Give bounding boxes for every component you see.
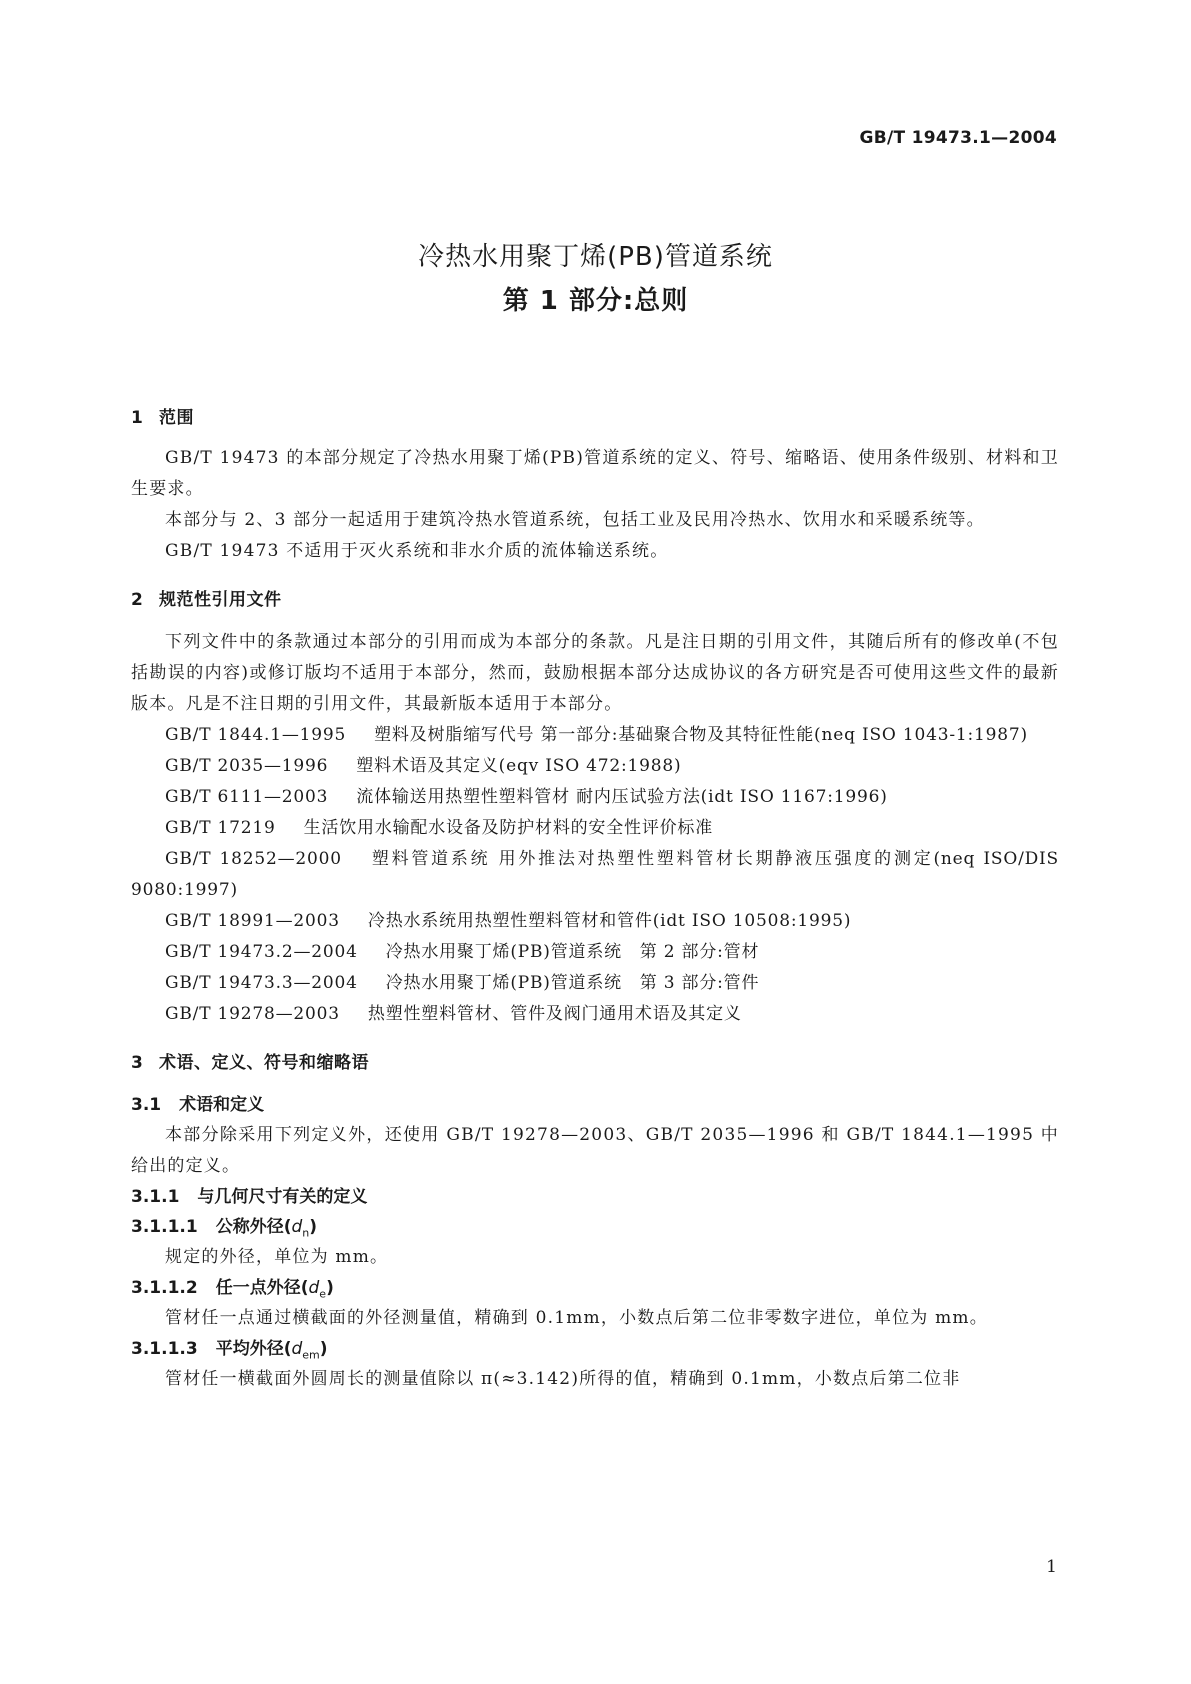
term-3-1-1-2-heading xyxy=(131,1273,1059,1303)
section-title: 范围 xyxy=(159,408,194,428)
paragraph: GB/T 19473 的本部分规定了冷热水用聚丁烯(PB)管道系统的定义、符号、缩略语、使用条件级别、材料和卫生要求。 xyxy=(131,448,1059,499)
reference-text: 冷热水用聚丁烯(PB)管道系统 第 3 部分:管件 xyxy=(385,973,760,993)
reference-item xyxy=(131,937,1059,968)
reference-text: 热塑性塑料管材、管件及阀门通用术语及其定义 xyxy=(367,1004,742,1024)
symbol: d xyxy=(308,1278,320,1298)
paragraph: 本部分与 2、3 部分一起适用于建筑冷热水管道系统，包括工业及民用冷热水、饮用水和采暖系统等。 xyxy=(165,510,985,530)
reference-code: GB/T 19473.3—2004 xyxy=(165,973,358,993)
paragraph: 管材任一点通过横截面的外径测量值，精确到 0.1mm，小数点后第二位非零数字进位，单位为 mm。 xyxy=(165,1308,988,1328)
section-number: 3.1.1.1 xyxy=(131,1217,198,1237)
section-1-heading xyxy=(131,405,1059,431)
reference-code: GB/T 18252—2000 xyxy=(165,849,342,869)
reference-code: GB/T 17219 xyxy=(165,818,276,838)
reference-text: 塑料术语及其定义(eqv ISO 472:1988) xyxy=(356,756,682,776)
section-number: 3.1.1.2 xyxy=(131,1278,198,1298)
term-title: 任一点外径( xyxy=(215,1278,309,1298)
reference-code: GB/T 6111—2003 xyxy=(165,787,329,807)
standard-number: GB/T 19473.1—2004 xyxy=(859,128,1057,148)
symbol-subscript: e xyxy=(319,1287,327,1301)
reference-code: GB/T 2035—1996 xyxy=(165,756,329,776)
reference-text: 冷热水用聚丁烯(PB)管道系统 第 2 部分:管材 xyxy=(385,942,760,962)
document-title: 冷热水用聚丁烯(PB)管道系统 xyxy=(418,242,773,272)
paragraph: GB/T 19473 不适用于灭火系统和非水介质的流体输送系统。 xyxy=(165,541,669,561)
close-paren: ) xyxy=(319,1339,328,1359)
symbol: d xyxy=(291,1217,303,1237)
paragraph: 本部分除采用下列定义外，还使用 GB/T 19278—2003、GB/T 2035—1996 和 GB/T 1844.1—1995 中给出的定义。 xyxy=(131,1125,1059,1176)
reference-code: GB/T 19278—2003 xyxy=(165,1004,340,1024)
term-3-1-1-3-heading xyxy=(131,1334,1059,1364)
section-number: 3.1.1.3 xyxy=(131,1339,198,1359)
reference-text: 塑料管道系统 用外推法对热塑性塑料管材长期静液压强度的测定(neq ISO/DIS 9080:1997) xyxy=(131,849,1059,900)
term-title: 平均外径( xyxy=(215,1339,292,1359)
close-paren: ) xyxy=(326,1278,334,1298)
reference-text: 冷热水系统用热塑性塑料管材和管件(idt ISO 10508:1995) xyxy=(367,911,852,931)
paragraph: 规定的外径，单位为 mm。 xyxy=(165,1247,389,1267)
reference-item xyxy=(131,813,1059,844)
section-2-heading xyxy=(131,587,1059,613)
paragraph: 下列文件中的条款通过本部分的引用而成为本部分的条款。凡是注日期的引用文件，其随后所有的修改单(不包括勘误的内容)或修订版均不适用于本部分，然而，鼓励根据本部分达成协议的各方研究是否可使用这些文件的最新版本。凡是不注日期的引用文件，其最新版本适用于本部分。 xyxy=(131,632,1059,714)
reference-item xyxy=(131,906,1059,937)
reference-item xyxy=(131,782,1059,813)
section-number: 3.1.1 xyxy=(131,1187,180,1207)
symbol-subscript: n xyxy=(302,1226,310,1240)
reference-item xyxy=(131,751,1059,782)
reference-item xyxy=(131,999,1059,1030)
reference-text: 塑料及树脂缩写代号 第一部分:基础聚合物及其特征性能(neq ISO 1043-1:1987) xyxy=(374,725,1028,745)
section-title: 术语和定义 xyxy=(179,1095,265,1115)
reference-code: GB/T 1844.1—1995 xyxy=(165,725,347,745)
reference-code: GB/T 18991—2003 xyxy=(165,911,340,931)
close-paren: ) xyxy=(309,1217,318,1237)
section-number: 3.1 xyxy=(131,1095,162,1115)
symbol-subscript: em xyxy=(302,1348,320,1362)
reference-item xyxy=(131,844,1059,906)
reference-text: 生活饮用水输配水设备及防护材料的安全性评价标准 xyxy=(303,818,714,838)
term-title: 公称外径( xyxy=(215,1217,292,1237)
reference-code: GB/T 19473.2—2004 xyxy=(165,942,358,962)
document-body xyxy=(131,405,1059,1395)
reference-text: 流体输送用热塑性塑料管材 耐内压试验方法(idt ISO 1167:1996) xyxy=(356,787,888,807)
section-number: 1 xyxy=(131,408,144,428)
subsection-3-1-1-heading xyxy=(131,1182,1059,1212)
term-3-1-1-1-heading xyxy=(131,1212,1059,1242)
section-title: 术语、定义、符号和缩略语 xyxy=(159,1053,369,1073)
subsection-3-1-heading xyxy=(131,1090,1059,1120)
reference-item xyxy=(131,720,1059,751)
document-subtitle: 第 1 部分:总则 xyxy=(502,286,689,316)
section-number: 3 xyxy=(131,1053,144,1073)
section-number: 2 xyxy=(131,590,144,610)
section-title: 规范性引用文件 xyxy=(159,590,282,610)
paragraph: 管材任一横截面外圆周长的测量值除以 π(≈3.142)所得的值，精确到 0.1mm，小数点后第二位非 xyxy=(165,1369,961,1389)
symbol: d xyxy=(291,1339,303,1359)
reference-item xyxy=(131,968,1059,999)
section-title: 与几何尺寸有关的定义 xyxy=(197,1187,368,1207)
section-3-heading xyxy=(131,1050,1059,1076)
page-number: 1 xyxy=(1046,1557,1057,1577)
